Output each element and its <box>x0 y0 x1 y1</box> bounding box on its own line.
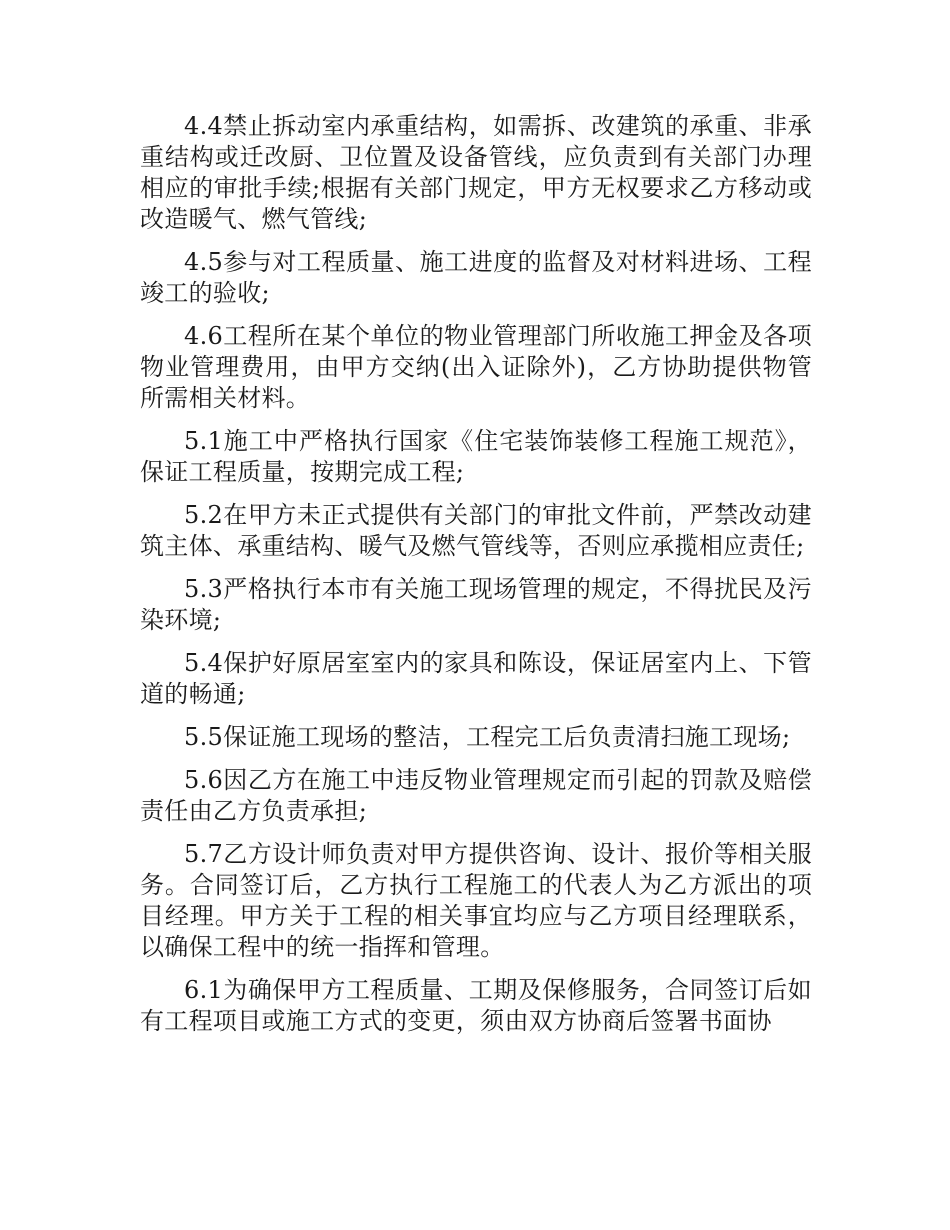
clause-5-1: 5.1施工中严格执行国家《住宅装饰装修工程施工规范》，保证工程质量，按期完成工程; <box>140 427 812 486</box>
document-body <box>140 111 812 1049</box>
clause-5-2: 5.2在甲方未正式提供有关部门的审批文件前，严禁改动建筑主体、承重结构、暖气及燃气管线等，否则应承揽相应责任; <box>140 501 812 560</box>
clause-5-4: 5.4保护好原居室室内的家具和陈设，保证居室内上、下管道的畅通; <box>140 649 812 708</box>
clause-4-5: 4.5参与对工程质量、施工进度的监督及对材料进场、工程竣工的验收; <box>140 248 812 307</box>
clause-5-3: 5.3严格执行本市有关施工现场管理的规定，不得扰民及污染环境; <box>140 575 812 634</box>
clause-5-6: 5.6因乙方在施工中违反物业管理规定而引起的罚款及赔偿责任由乙方负责承担; <box>140 766 812 825</box>
clause-4-6: 4.6工程所在某个单位的物业管理部门所收施工押金及各项物业管理费用，由甲方交纳(出入证除外)，乙方协助提供物管所需相关材料。 <box>140 322 812 412</box>
clause-6-1: 6.1为确保甲方工程质量、工期及保修服务，合同签订后如有工程项目或施工方式的变更，须由双方协商后签署书面协 <box>140 976 812 1035</box>
clause-5-5: 5.5保证施工现场的整洁，工程完工后负责清扫施工现场; <box>184 723 791 751</box>
clause-4-4: 4.4禁止拆动室内承重结构，如需拆、改建筑的承重、非承重结构或迁改厨、卫位置及设备管线，应负责到有关部门办理相应的审批手续;根据有关部门规定，甲方无权要求乙方移动或改造暖气、燃气管线; <box>140 112 812 233</box>
clause-5-7: 5.7乙方设计师负责对甲方提供咨询、设计、报价等相关服务。合同签订后，乙方执行工程施工的代表人为乙方派出的项目经理。甲方关于工程的相关事宜均应与乙方项目经理联系，以确保工程中的统一指挥和管理。 <box>140 840 812 961</box>
